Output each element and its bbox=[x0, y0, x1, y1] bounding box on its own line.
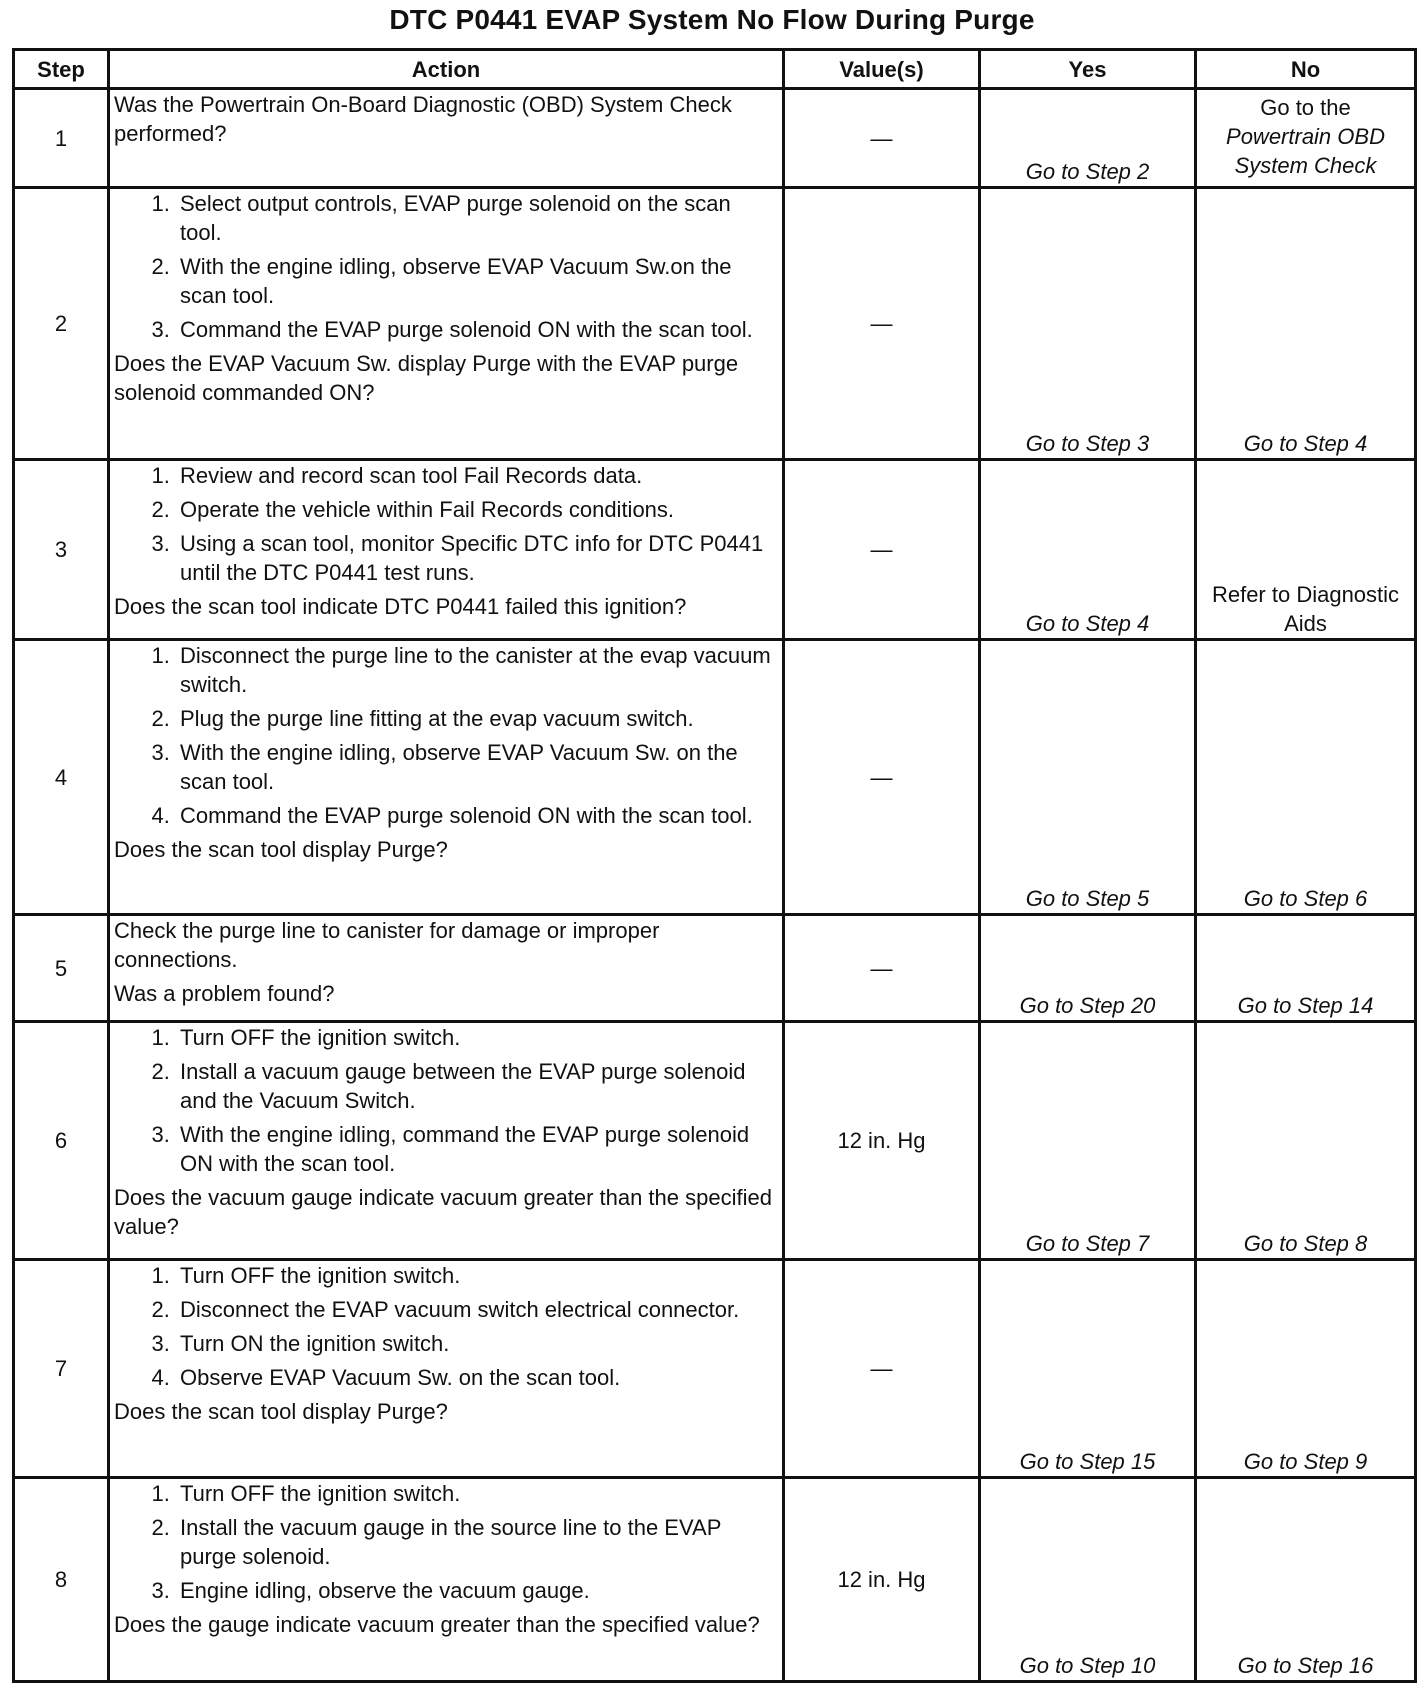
action-cell bbox=[109, 89, 784, 188]
action-cell bbox=[109, 915, 784, 1022]
step-number: 7 bbox=[14, 1260, 109, 1478]
header-row bbox=[14, 50, 1416, 89]
action-step-item: 3. Turn ON the ignition switch. bbox=[176, 1329, 778, 1358]
action-step-item: 3. With the engine idling, command the EVAP purge solenoid ON with the scan tool. bbox=[176, 1120, 778, 1178]
action-steps bbox=[114, 461, 778, 587]
no-outcome-line2: Powertrain OBD System Check bbox=[1226, 124, 1385, 178]
action-step-item: 2. Install a vacuum gauge between the EVAP purge solenoid and the Vacuum Switch. bbox=[176, 1057, 778, 1115]
action-step-item: 3. Command the EVAP purge solenoid ON with the scan tool. bbox=[176, 315, 778, 344]
yes-outcome: Go to Step 4 bbox=[980, 460, 1196, 640]
action-question: Does the scan tool display Purge? bbox=[114, 837, 448, 862]
action-text: Was the Powertrain On-Board Diagnostic (OBD) System Check performed? bbox=[114, 92, 732, 146]
yes-outcome: Go to Step 20 bbox=[980, 915, 1196, 1022]
yes-outcome: Go to Step 10 bbox=[980, 1478, 1196, 1682]
action-step-item: 2. Install the vacuum gauge in the source line to the EVAP purge solenoid. bbox=[176, 1513, 778, 1571]
header-values: Value(s) bbox=[784, 50, 980, 89]
action-step-item: 1. Select output controls, EVAP purge solenoid on the scan tool. bbox=[176, 189, 778, 247]
table-row-step-3 bbox=[14, 460, 1416, 640]
action-steps bbox=[114, 1261, 778, 1392]
no-outcome: Refer to Diagnostic Aids bbox=[1196, 460, 1416, 640]
value-cell: — bbox=[784, 1260, 980, 1478]
table-row-step-8 bbox=[14, 1478, 1416, 1682]
step-number: 8 bbox=[14, 1478, 109, 1682]
action-cell bbox=[109, 1260, 784, 1478]
action-question: Does the scan tool indicate DTC P0441 failed this ignition? bbox=[114, 594, 687, 619]
step-number: 5 bbox=[14, 915, 109, 1022]
action-text: Check the purge line to canister for damage or improper connections. bbox=[114, 918, 660, 972]
action-step-item: 1. Turn OFF the ignition switch. bbox=[176, 1261, 778, 1290]
no-outcome: Go to Step 8 bbox=[1196, 1022, 1416, 1260]
table-row-step-1 bbox=[14, 89, 1416, 188]
yes-outcome: Go to Step 7 bbox=[980, 1022, 1196, 1260]
action-step-item: 2. Operate the vehicle within Fail Records conditions. bbox=[176, 495, 778, 524]
step-number: 1 bbox=[14, 89, 109, 188]
header-yes: Yes bbox=[980, 50, 1196, 89]
value-cell: — bbox=[784, 89, 980, 188]
value-cell: — bbox=[784, 188, 980, 460]
action-step-item: 4. Command the EVAP purge solenoid ON with the scan tool. bbox=[176, 801, 778, 830]
header-no: No bbox=[1196, 50, 1416, 89]
no-outcome: Go to Step 14 bbox=[1196, 915, 1416, 1022]
action-step-item: 1. Turn OFF the ignition switch. bbox=[176, 1479, 778, 1508]
yes-outcome: Go to Step 15 bbox=[980, 1260, 1196, 1478]
action-cell bbox=[109, 1478, 784, 1682]
diagnostic-table bbox=[12, 48, 1417, 1683]
no-outcome: Go to Step 6 bbox=[1196, 640, 1416, 915]
action-cell bbox=[109, 1022, 784, 1260]
header-step: Step bbox=[14, 50, 109, 89]
action-cell bbox=[109, 188, 784, 460]
page-title: DTC P0441 EVAP System No Flow During Purge bbox=[389, 4, 1035, 35]
no-outcome-line1: Go to the bbox=[1260, 95, 1351, 120]
action-steps bbox=[114, 189, 778, 344]
action-step-item: 3. Using a scan tool, monitor Specific DTC info for DTC P0441 until the DTC P0441 test runs. bbox=[176, 529, 778, 587]
action-steps bbox=[114, 1023, 778, 1178]
no-outcome: Go to Step 16 bbox=[1196, 1478, 1416, 1682]
action-question: Does the scan tool display Purge? bbox=[114, 1399, 448, 1424]
action-step-item: 1. Disconnect the purge line to the canister at the evap vacuum switch. bbox=[176, 641, 778, 699]
table-row-step-6 bbox=[14, 1022, 1416, 1260]
value-cell: — bbox=[784, 460, 980, 640]
action-step-item: 1. Review and record scan tool Fail Records data. bbox=[176, 461, 778, 490]
action-step-item: 2. Disconnect the EVAP vacuum switch electrical connector. bbox=[176, 1295, 778, 1324]
step-number: 2 bbox=[14, 188, 109, 460]
action-steps bbox=[114, 1479, 778, 1605]
yes-outcome: Go to Step 3 bbox=[980, 188, 1196, 460]
no-outcome: Go to Step 9 bbox=[1196, 1260, 1416, 1478]
step-number: 4 bbox=[14, 640, 109, 915]
action-question: Does the gauge indicate vacuum greater than the specified value? bbox=[114, 1612, 760, 1637]
value-cell: — bbox=[784, 640, 980, 915]
action-question: Does the EVAP Vacuum Sw. display Purge with the EVAP purge solenoid commanded ON? bbox=[114, 351, 739, 405]
value-cell: 12 in. Hg bbox=[784, 1022, 980, 1260]
yes-outcome: Go to Step 2 bbox=[980, 89, 1196, 188]
table-row-step-4 bbox=[14, 640, 1416, 915]
value-cell: — bbox=[784, 915, 980, 1022]
action-cell bbox=[109, 460, 784, 640]
step-number: 6 bbox=[14, 1022, 109, 1260]
action-step-item: 2. With the engine idling, observe EVAP Vacuum Sw.on the scan tool. bbox=[176, 252, 778, 310]
value-cell: 12 in. Hg bbox=[784, 1478, 980, 1682]
action-cell bbox=[109, 640, 784, 915]
yes-outcome: Go to Step 5 bbox=[980, 640, 1196, 915]
action-question: Was a problem found? bbox=[114, 981, 335, 1006]
table-row-step-2 bbox=[14, 188, 1416, 460]
table-row-step-7 bbox=[14, 1260, 1416, 1478]
no-outcome bbox=[1196, 89, 1416, 188]
action-step-item: 3. Engine idling, observe the vacuum gauge. bbox=[176, 1576, 778, 1605]
action-step-item: 1. Turn OFF the ignition switch. bbox=[176, 1023, 778, 1052]
action-step-item: 2. Plug the purge line fitting at the evap vacuum switch. bbox=[176, 704, 778, 733]
action-steps bbox=[114, 641, 778, 830]
header-action: Action bbox=[109, 50, 784, 89]
action-question: Does the vacuum gauge indicate vacuum greater than the specified value? bbox=[114, 1185, 772, 1239]
step-number: 3 bbox=[14, 460, 109, 640]
table-row-step-5 bbox=[14, 915, 1416, 1022]
action-step-item: 4. Observe EVAP Vacuum Sw. on the scan tool. bbox=[176, 1363, 778, 1392]
action-step-item: 3. With the engine idling, observe EVAP Vacuum Sw. on the scan tool. bbox=[176, 738, 778, 796]
no-outcome: Go to Step 4 bbox=[1196, 188, 1416, 460]
